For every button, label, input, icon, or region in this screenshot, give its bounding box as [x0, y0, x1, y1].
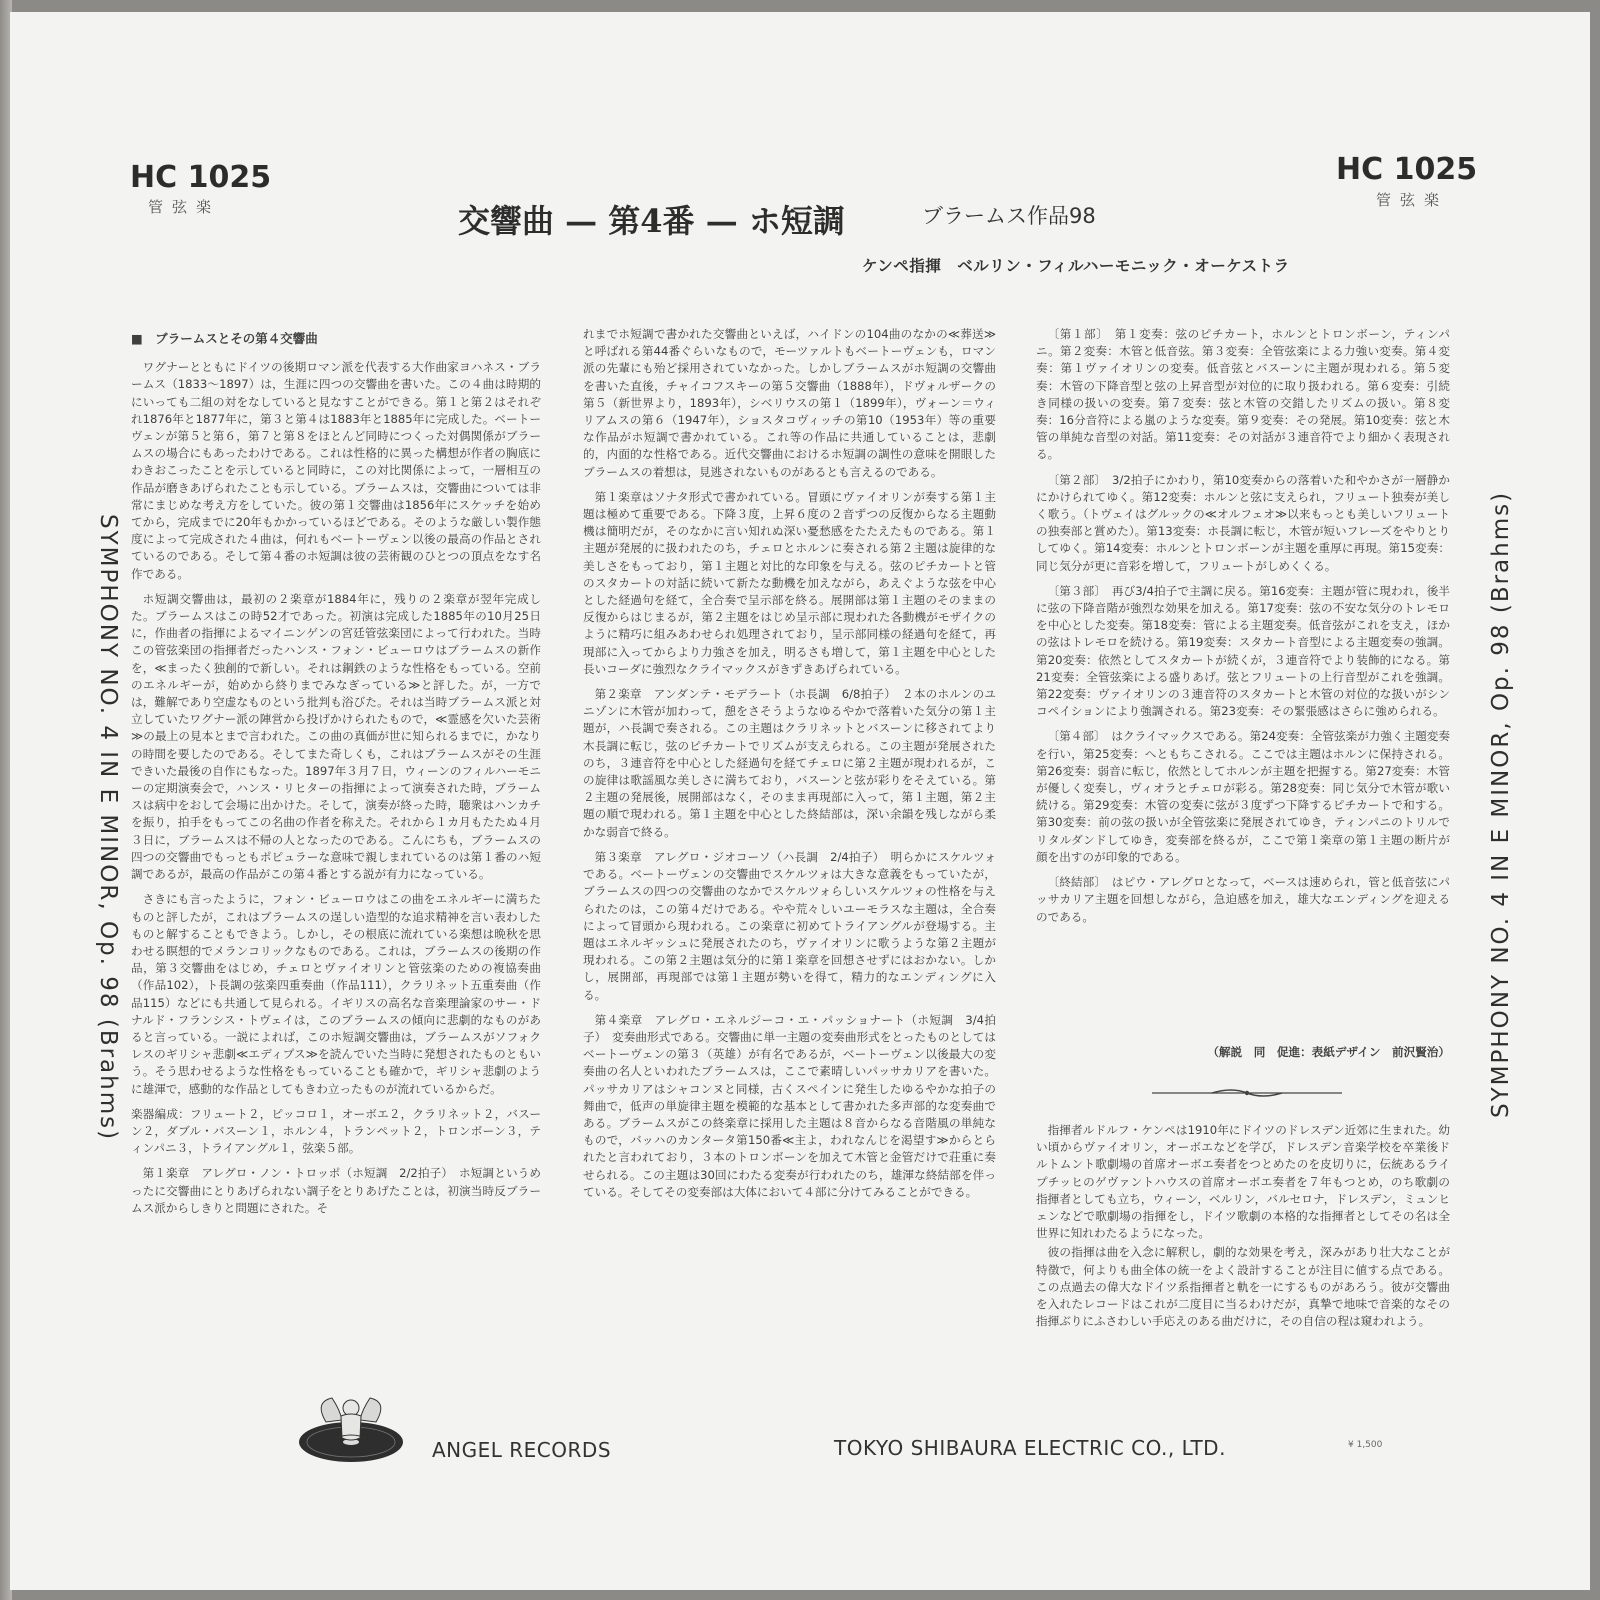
instrumentation: 楽器編成：フリュート２，ピッコロ１，オーボエ２，クラリネット２，バスーン２，ダブル・バスーン１，ホルン４，トランペット２，トロンボーン３，ティンパニ３，トライアングル１，弦楽５部。	[131, 1106, 541, 1156]
paragraph: 彼の指揮は曲を入念に解釈し，劇的な効果を考え，深みがあり壮大なことが特徴で，何よりも曲全体の統一をよく設計することが注目に値する点である。この点過去の偉大なドイツ系指揮者と軌を一にするものがあろう。彼が交響曲を入れたレコードはこれが二度目に当るわけだが，真摯で地味で音楽的なその指揮ぶりにふさわしい手応えのある曲だけに，その自信の程は窺われよう。	[1036, 1245, 1450, 1329]
paragraph: れまでホ短調で書かれた交響曲といえば，ハイドンの104曲のなかの≪葬送≫と呼ばれる第44番ぐらいなもので，モーツァルトもベートーヴェンも，ロマン派の先輩にも殆ど採用されていなかった。しかしブラームスがホ短調の交響曲を書いた直後，チャイコフスキーの第５交響曲（1888年），ドヴォルザークの第５（新世界より，1893年），シベリウスの第１（1899年），ヴォーン＝ウィリアムスの第６（1947年），ショスタコヴィッチの第10（1953年）等の重要な作品がホ短調で書かれている。これ等の作品に共通していることは，悲劇的，内面的な性格である。近代交響曲におけるホ短調の調性の意味を開眼したブラームスの着想は，見逃されないものがあるとも言えるのである。	[583, 327, 996, 479]
genre-label-right: 管弦楽	[1376, 191, 1449, 209]
spine-title-left: SYMPHONY NO. 4 IN E MINOR, Op. 98 (Brahms)	[95, 514, 121, 1142]
paragraph: ホ短調交響曲は，最初の２楽章が1884年に，残りの２楽章が翌年完成した。ブラームスはこの時52才であった。初演は完成した1885年の10月25日に，作曲者の指揮によるマイニンゲンの宮廷管弦楽団によって行われた。当時この管弦楽団の指揮者だったハンス・フォン・ビューロウはブラームスの新作を，≪まったく独創的で新しい。それは鋼鉄のような性格をもっている。空前のエネルギーが，始めから終りまでみなぎっている≫と評した。が，一方では，難解であり空虚なものという批判も浴びた。それは当時ブラームス派と対立していたワグナー派の陣営から投げかけられたもので，≪霊感を欠いた芸術≫の最上の見本とまで言われた。この曲の真価が世に知られるまでに，かなりの時間を要したのである。そしてまた奇しくも，これはブラームスがその生涯できいた最後の自作にもなった。1897年３月７日，ウィーンのフィルハーモニーの定期演奏会で，ハンス・リヒターの指揮によって演奏された時，ブラームスは病中をおして会場に出かけた。そして，演奏が終った時，聴衆はハンカチを振り，拍手をもってこの名曲の作者を称えた。それから１カ月もたたぬ４月３日に，ブラームスは不帰の人となったのである。こんにちも，ブラームスの四つの交響曲でもっともポピュラーな意味で親しまれているのは第１番のハ短調であるが，最高の作品がこの第４番とする説が有力になっている。	[131, 591, 541, 882]
catalog-number-right: HC 1025	[1336, 152, 1478, 187]
liner-notes-column-3	[1036, 326, 1450, 1038]
paragraph: 〔終結部〕 はピウ・アレグロとなって，ベースは速められ，管と低音弦にパッサカリア主題を回想しながら，急迫感を加え，雄大なエンディングを迎えるのである。	[1036, 875, 1450, 924]
work-title: 交響曲 — 第4番 — ホ短調	[458, 202, 845, 240]
liner-notes-column-2	[583, 326, 996, 1366]
paragraph: 第１楽章 アレグロ・ノン・トロッポ（ホ短調 2/2拍子） ホ短調というめったに交響曲にとりあげられない調子をとりあげたことは，初演当時反ブラームス派からしきりと問題にされた。そ	[131, 1166, 541, 1215]
paragraph: 〔第３部〕 再び3/4拍子で主調に戻る。第16変奏：主題が管に現われ，後半に弦の下降音階が強烈な効果を加える。第17変奏：弦の不安な気分のトレモロを中心とした変奏。第18変奏：管による主題変奏。低音弦がこれを支え，ほかの弦はトレモロを続ける。第19変奏：スタカート音型による主題変奏の強調。第20変奏：依然としてスタカートが続くが，３連音符でより装飾的になる。第21変奏：全管弦楽による盛りあげ。弦とフリュートの上行音型がこれを強調。第22変奏：ヴァイオリンの３連音符のスタカートと木管の対位的な扱いがシンコペイションにより強調される。第23変奏：その緊張感はさらに強められる。	[1036, 583, 1450, 719]
label-name: ANGEL RECORDS	[432, 1438, 612, 1462]
manufacturer: TOKYO SHIBAURA ELECTRIC CO., LTD.	[834, 1436, 1226, 1460]
paragraph: 〔第４部〕 はクライマックスである。第24変奏：全管弦楽が力強く主題変奏を行い，第25変奏：へともちこされる。ここでは主題はホルンに保持される。第26変奏：弱音に転じ，依然としてホルンが主題を把握する。第27変奏：木管が優しく変奏し，ヴィオラとチェロが彩る。第28変奏：同じ気分で木管が歌い続ける。第29変奏：木管の変奏に弦が３度ずつ下降するピチカートで和する。第30変奏：前の弦の扱いが全管弦楽に発展されてゆき，ティンパニのトリルでリタルダンドしてゆき，変奏部を終るが，ここで第１楽章の第１主題の断片が顔を出すのが印象的である。	[1036, 729, 1450, 864]
section-heading: ■ ブラームスとその第４交響曲	[131, 331, 318, 346]
conductor-biography	[1036, 1122, 1450, 1368]
angel-records-logo-icon	[296, 1392, 406, 1466]
composer-opus: ブラームス作品98	[922, 204, 1096, 228]
paragraph: さきにも言ったように，フォン・ビューロウはこの曲をエネルギーに満ちたものと評したが，これはブラームスの逞しい造型的な追求精神を言い表わしたものと解することもできよう。しかし，その根底に流れている楽想は晩秋を思わせる瞑想的でメランコリックなものである。これは，ブラームスの後期の作品，第３交響曲をはじめ，チェロとヴァイオリンと管弦楽のための複協奏曲（作品102），ト長調の弦楽四重奏曲（作品111），クラリネット五重奏曲（作品115）などにも共通して見られる。イギリスの高名な音楽理論家のサー・ドナルド・フランシス・トヴェイは，このブラームスの傾向に悲劇的なものがあると言っている。一説によれば，このホ短調交響曲は，ブラームスがソフォクレスのギリシャ悲劇≪エディプス≫を読んでいた当時に発想されたものともいう。そう思わせるような性格をもっていることも確かで，ギリシャ悲劇のように雄渾で，感動的な作品としてもきわ立ったものが流れているからだ。	[131, 892, 541, 1096]
ornament-divider	[1152, 1086, 1342, 1100]
paragraph: 第３楽章 アレグロ・ジオコーソ（ハ長調 2/4拍子） 明らかにスケルツォである。ベートーヴェンの交響曲でスケルツォは大きな意義をもっていたが，ブラームスの四つの交響曲のなかでスケルツォらしいスケルツォの性格を与えられたのは，この第４だけである。やや荒々しいユーモラスな主題は，全合奏によって冒頭から現われる。この楽章に初めてトライアングルが登場する。主題はエネルギッシュに発展されたのち，ヴァイオリンに歌うような第２主題が現われる。この第２主題は気分的に第１楽章を回想させずにはおかない。しかし，展開部，再現部では第１主題が勢いを得て，精力的なエンディングに入る。	[583, 849, 996, 1002]
paragraph: 第４楽章 アレグロ・エネルジーコ・エ・パッショナート（ホ短調 3/4拍子） 変奏曲形式である。交響曲に単一主題の変奏曲形式をとったものとしてはベートーヴェンの第３（英雄）が有名であるが，ベートーヴェン以後最大の変奏曲の名人といわれたブラームスは，ここで素晴しいパッサカリアを書いた。パッサカリアはシャコンヌと同様，古くスペインに発生したゆるやかな拍子の舞曲で，低声の単旋律主題を模範的な基本として書かれた多声部的な変奏曲である。ブラームスがこの終楽章に採用した主題は８音からなる音階風の単純なもので，バッハのカンタータ第150番≪主よ，われなんじを渇望す≫からとられたと言われており，３本のトロンボーンを加えて木管と金管だけで荘重に奏せられる。この主題は30回にわたる変奏が行われたのち，雄渾な終結部を伴っている。そしてその変奏部は大体において４部に分けてみることができる。	[583, 1012, 996, 1199]
paragraph: 〔第２部〕 3/2拍子にかわり，第10変奏からの落着いた和やかさが一層静かにかけられてゆく。第12変奏：ホルンと弦に支えられ，フリュート独奏が美しく歌う。（トヴェイはグルックの≪オルフェオ≫以来もっとも美しいフリュートの独奏部と賞めた）。第13変奏：ホ長調に転じ，木管が短いフレーズをやりとりしてゆく。第14変奏：ホルンとトロンボーンが主題を重厚に再現。第15変奏：同じ気分が更に音彩を増して，フリュートがしめくくる。	[1036, 472, 1450, 573]
paragraph: ワグナーとともにドイツの後期ロマン派を代表する大作曲家ヨハネス・ブラームス（1833〜1897）は，生涯に四つの交響曲を書いた。この４曲は時期的にいっても二組の対をなしていると見なすことができる。第１と第２はそれぞれ1876年と1877年に，第３と第４は1883年と1885年に完成した。ベートーヴェンが第５と第６，第７と第８をほとんど同時につくった対偶関係がブラームスの場合にもあったわけである。これは性格的に異った構想が作者の胸底にわきおこったことを示していると同時に，この対比関係によって，一層相互の作品が磨きあげられたことも示している。ブラームスは，交響曲については非常にまじめな考え方をしていた。彼の第１交響曲は1856年にスケッチを始めてから，完成までに20年もかかっているほどである。そのような厳しい製作態度によって完成された４曲は，何れもベートーヴェン以後の最高の作品とされているのである。そして第４番のホ短調は彼の芸術観のひとつの頂点をなす名作である。	[131, 360, 541, 581]
catalog-number-left: HC 1025	[130, 160, 272, 195]
paragraph: 第２楽章 アンダンテ・モデラート（ホ長調 6/8拍子） ２本のホルンのユニゾンに木管が加わって，憩をさそうようなゆるやかで落着いた気分の第１主題が，ハ長調で奏される。この主題はクラリネットとバスーンに移されてより木長調に転じ，弦のピチカートでリズムが支えられる。この主題が発展されたのち，３連音符を中心とした経過句を経てチェロに第２主題が現われるが，この旋律は歌謡風な美しさに満ちており，バスーンと弦が彩りをそえている。第２主題の発展後，展開部はなく，そのまま再現部に入って，第１主題，第２主題の順で現われる。第１主題を中心とした終結部は，深い余韻を残しながら柔かな弱音で終る。	[583, 687, 996, 839]
paragraph: 第１楽章はソナタ形式で書かれている。冒頭にヴァイオリンが奏する第１主題は極めて重要である。下降３度，上昇６度の２音ずつの反復からなる主題動機は簡明だが，そのなかに言い知れぬ深い憂愁感をたたえたものである。第１主題が発展的に扱われたのち，チェロとホルンに奏される第２主題は旋律的な美しさをもっており，第１主題と対比的な印象を与える。弦のピチカートと管のスタカートの対話に続いて新たな動機を加えながら，あえぐような弦を中心とした経過句を経て，全合奏で呈示部を終る。展開部は第１主題のそのままの反復からはじまるが，第２主題をはじめ呈示部に現われた各動機がモザイクのように精巧に組みあわせられ処理されており，呈示部同様の経過句を経て，再現部に入ってからより力強さを加え，明るさも増して，第１主題を中心とした長いコーダに強烈なクライマックスがきずきあげられている。	[583, 489, 996, 676]
credits-line: （解説 同 促進：表紙デザイン 前沢賢治）	[1207, 1045, 1450, 1059]
paragraph: 指揮者ルドルフ・ケンペは1910年にドイツのドレスデン近郊に生まれた。幼い頃からヴァイオリン，オーボエなどを学び，ドレスデン音楽学校を卒業後ドルトムント歌劇場の首席オーボエ奏者をつとめたのを皮切りに，伝統あるライプチッヒのゲヴァントハウスの首席オーボエ奏者を７年もつとめ，のち歌劇の指揮者としても立ち，ウィーン，ベルリン，バルセロナ，ドレスデン，ミュンヒェンなどで歌劇場の指揮をし，ドイツ歌劇の本格的な指揮者としてその名は全世界に知れわたるようになった。	[1036, 1123, 1450, 1241]
performers-line: ケンペ指揮 ベルリン・フィルハーモニック・オーケストラ	[862, 257, 1290, 275]
spine-title-right: SYMPHONY NO. 4 IN E MINOR, Op. 98 (Brahms)	[1488, 490, 1514, 1118]
price: ¥ 1,500	[1348, 1440, 1383, 1450]
paragraph: 〔第１部〕 第１変奏：弦のピチカート，ホルンとトロンボーン，ティンパニ。第２変奏：木管と低音弦。第３変奏：全管弦楽による力強い変奏。第４変奏：第１ヴァイオリンの変奏。低音弦とバスーンに主題が現われる。第５変奏：木管の下降音型と弦の上昇音型が対位的に取り扱われる。第６変奏：引続き同様の扱いの変奏。第７変奏：弦と木管の交錯したリズムの扱い。第８変奏：16分音符による嵐のような変奏。第９変奏：その発展。第10変奏：弦と木管の単純な音型の対話。第11変奏：その対話が３連音符でより細かく表現される。	[1036, 327, 1450, 462]
genre-label-left: 管弦楽	[148, 198, 221, 216]
liner-notes-column-1	[131, 330, 541, 1370]
